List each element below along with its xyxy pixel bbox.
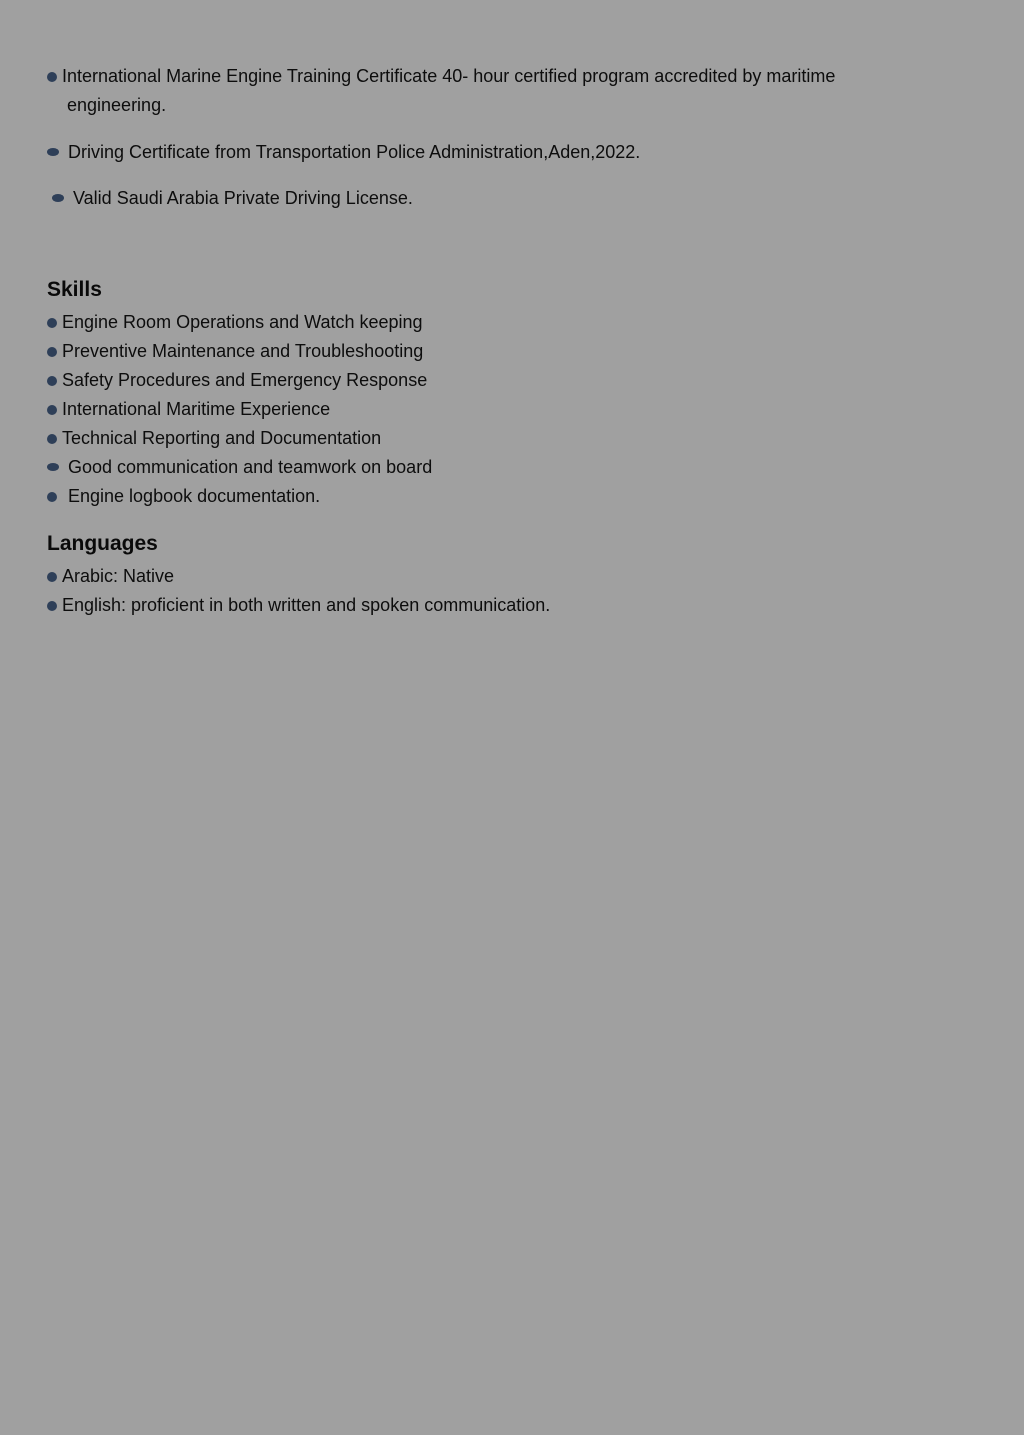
bullet-icon xyxy=(52,194,64,202)
certificate-text-continuation: engineering. xyxy=(67,95,167,115)
skill-text: Good communication and teamwork on board xyxy=(68,457,433,477)
skills-heading: Skills xyxy=(47,278,102,301)
bullet-icon xyxy=(47,434,57,444)
bullet-icon xyxy=(47,72,57,82)
bullet-icon xyxy=(47,148,59,156)
languages-heading: Languages xyxy=(47,532,158,555)
bullet-icon xyxy=(47,572,57,582)
bullet-icon xyxy=(47,492,57,502)
bullet-icon xyxy=(47,601,57,611)
skill-text: International Maritime Experience xyxy=(62,399,331,419)
skill-text: Preventive Maintenance and Troubleshooting xyxy=(62,341,424,361)
certificate-text: International Marine Engine Training Certificate 40- hour certified program accredited by maritime xyxy=(62,66,836,86)
skill-text: Engine Room Operations and Watch keeping xyxy=(62,312,423,332)
bullet-icon xyxy=(47,376,57,386)
skill-text: Safety Procedures and Emergency Response xyxy=(62,370,428,390)
bullet-icon xyxy=(47,318,57,328)
bullet-icon xyxy=(47,463,59,471)
language-text: Arabic: Native xyxy=(62,566,175,586)
bullet-icon xyxy=(47,405,57,415)
bullet-icon xyxy=(47,347,57,357)
language-text: English: proficient in both written and spoken communication. xyxy=(62,595,551,615)
skill-text: Technical Reporting and Documentation xyxy=(62,428,382,448)
certificate-text: Valid Saudi Arabia Private Driving License. xyxy=(73,188,413,208)
certificate-text: Driving Certificate from Transportation Police Administration,Aden,2022. xyxy=(68,142,641,162)
skill-text: Engine logbook documentation. xyxy=(68,486,321,506)
